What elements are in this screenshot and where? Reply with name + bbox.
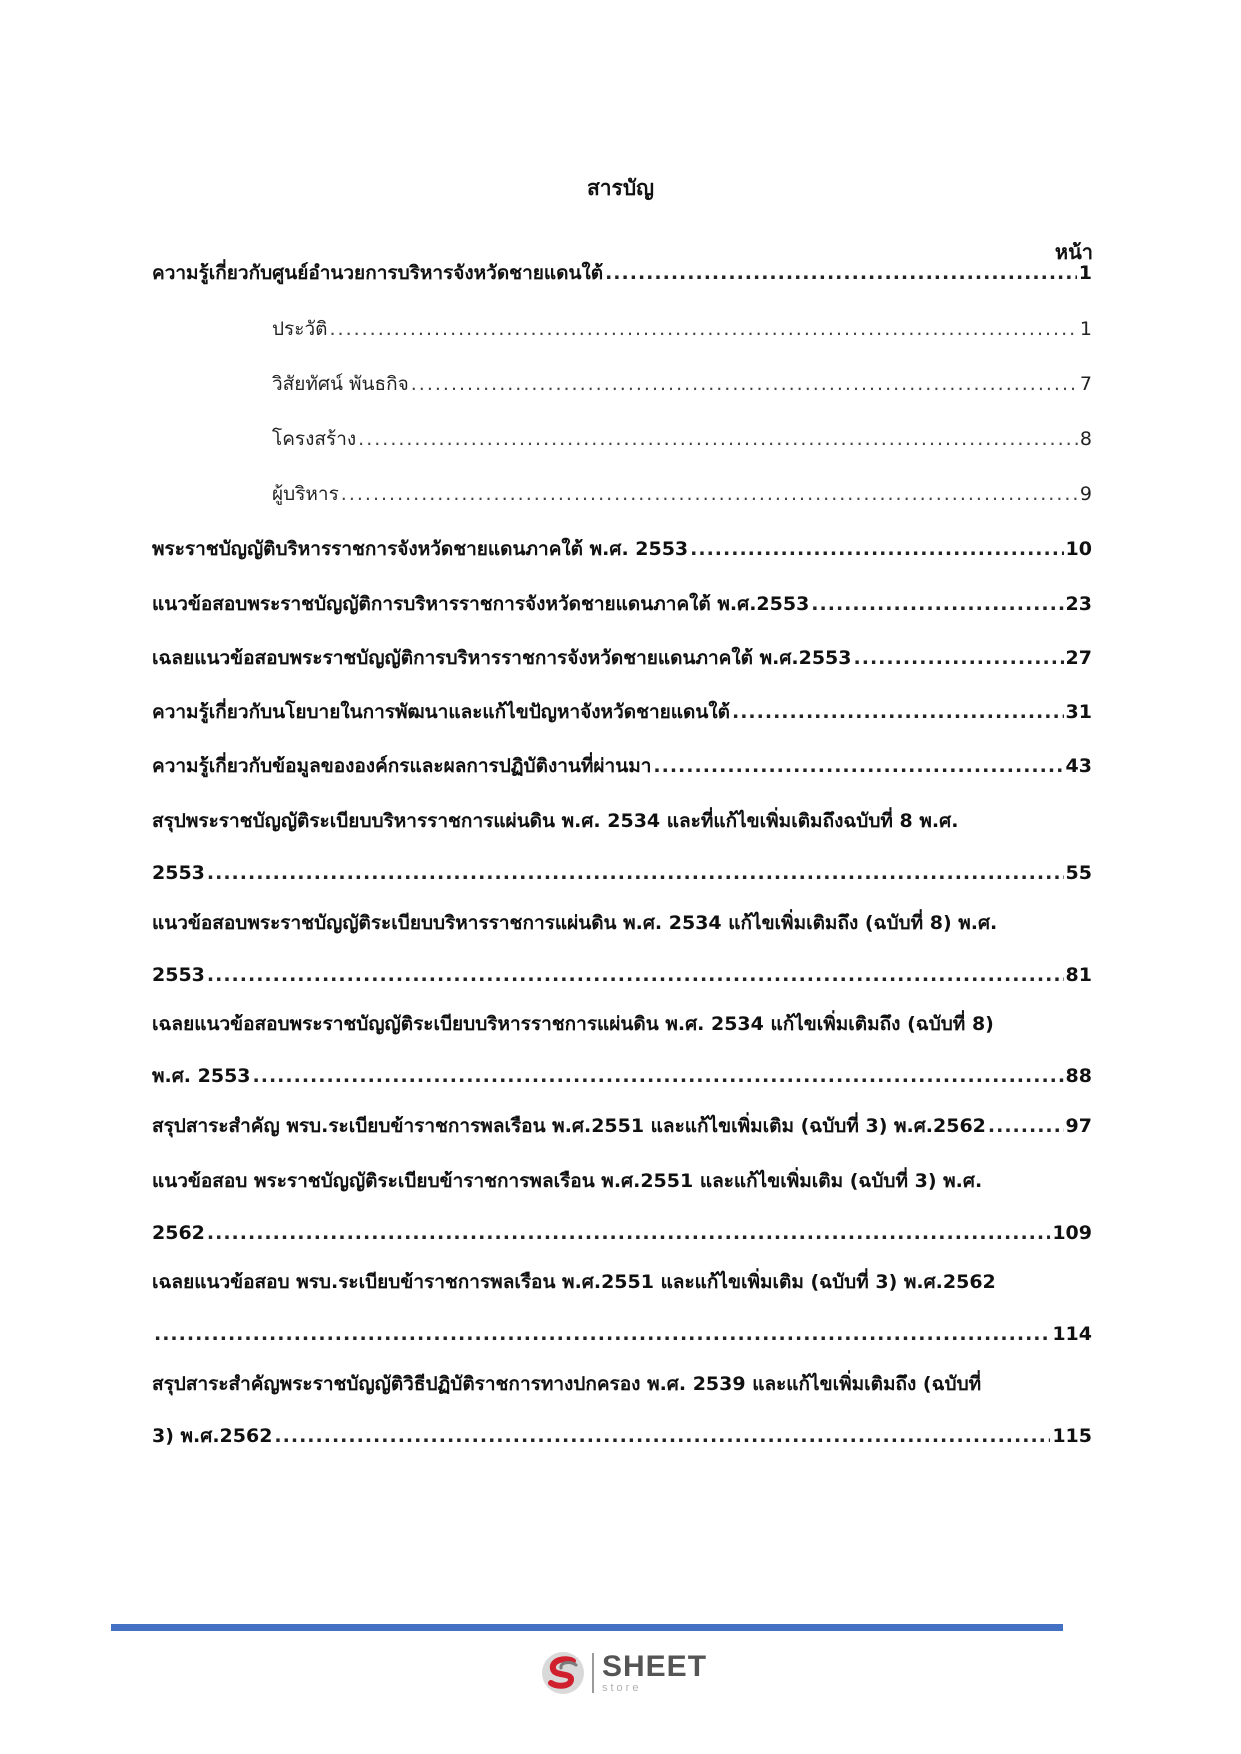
toc-entry-page: 8 xyxy=(1079,428,1092,450)
toc-entry-text: พระราชบัญญัติบริหารราชการจังหวัดชายแดนภาคใต้ พ.ศ. 2553 xyxy=(152,538,689,560)
toc-entry-text: แนวข้อสอบพระราชบัญญัติการบริหารราชการจังหวัดชายแดนภาคใต้ พ.ศ.2553 xyxy=(152,593,810,615)
toc-entry-page: 114 xyxy=(1052,1323,1092,1345)
dot-leader xyxy=(341,483,1078,505)
dot-leader xyxy=(690,538,1063,560)
toc-entry-text-line1: แนวข้อสอบ พระราชบัญญัติระเบียบข้าราชการพลเรือน พ.ศ.2551 และแก้ไขเพิ่มเติม (ฉบับที่ 3) พ.ศ. xyxy=(152,1170,983,1192)
dot-leader xyxy=(207,862,1064,884)
dot-leader xyxy=(274,1425,1050,1447)
toc-entry-text-line1: เฉลยแนวข้อสอบ พรบ.ระเบียบข้าราชการพลเรือน พ.ศ.2551 และแก้ไขเพิ่มเติม (ฉบับที่ 3) พ.ศ.2562 xyxy=(152,1271,996,1293)
toc-entry-text: สรุปสาระสำคัญ พรบ.ระเบียบข้าราชการพลเรือน พ.ศ.2551 และแก้ไขเพิ่มเติม (ฉบับที่ 3) พ.ศ.2562 xyxy=(152,1115,986,1137)
toc-entry-page: 81 xyxy=(1065,964,1092,986)
logo-separator xyxy=(592,1653,594,1693)
toc-entry-text: 2553 xyxy=(152,964,205,986)
toc-subentry[interactable] xyxy=(272,318,1092,340)
toc-entry[interactable] xyxy=(152,755,1092,777)
toc-entry[interactable] xyxy=(152,912,1092,986)
toc-subentry[interactable] xyxy=(272,483,1092,505)
dot-leader xyxy=(811,593,1063,615)
sheet-store-logo xyxy=(540,1650,707,1696)
toc-entry[interactable] xyxy=(152,701,1092,723)
toc-entry-page: 10 xyxy=(1065,538,1092,560)
toc-entry-text-line1: สรุปพระราชบัญญัติระเบียบบริหารราชการแผ่นดิน พ.ศ. 2534 และที่แก้ไขเพิ่มเติมถึงฉบับที่ 8 พ.ศ. xyxy=(152,810,959,832)
toc-entry-text: ความรู้เกี่ยวกับศูนย์อำนวยการบริหารจังหวัดชายแดนใต้ xyxy=(152,262,604,284)
toc-entry-page: 1 xyxy=(1079,318,1092,340)
dot-leader xyxy=(253,1065,1064,1087)
toc-entry-page: 97 xyxy=(1065,1115,1092,1137)
toc-entry-page: 1 xyxy=(1078,262,1092,284)
toc-entry[interactable] xyxy=(152,593,1092,615)
dot-leader xyxy=(653,755,1063,777)
toc-entry[interactable] xyxy=(152,810,1092,884)
toc-entry-page: 43 xyxy=(1065,755,1092,777)
footer-divider-bar xyxy=(111,1624,1063,1631)
toc-entry-text: 2553 xyxy=(152,862,205,884)
toc-entry-text: ความรู้เกี่ยวกับนโยบายในการพัฒนาและแก้ไขปัญหาจังหวัดชายแดนใต้ xyxy=(152,701,730,723)
dot-leader xyxy=(207,1222,1050,1244)
toc-entry-text-line1: แนวข้อสอบพระราชบัญญัติระเบียบบริหารราชการแผ่นดิน พ.ศ. 2534 แก้ไขเพิ่มเติมถึง (ฉบับที่ 8) พ.ศ. xyxy=(152,912,998,934)
logo-subtext: store xyxy=(602,1682,642,1694)
toc-entry-page: 7 xyxy=(1079,373,1092,395)
logo-wordmark: SHEET xyxy=(602,1650,708,1683)
dot-leader xyxy=(154,1323,1050,1345)
toc-subentry[interactable] xyxy=(272,428,1092,450)
toc-entry[interactable] xyxy=(152,647,1092,669)
toc-entry-page: 23 xyxy=(1065,593,1092,615)
dot-leader xyxy=(605,262,1077,284)
page-column-label: หน้า xyxy=(1054,240,1093,264)
dot-leader xyxy=(411,373,1078,395)
dot-leader xyxy=(988,1115,1064,1137)
page-title: สารบัญ xyxy=(586,176,655,200)
toc-entry[interactable] xyxy=(152,1170,1092,1244)
toc-entry-text-line1: สรุปสาระสำคัญพระราชบัญญัติวิธีปฏิบัติราชการทางปกครอง พ.ศ. 2539 และแก้ไขเพิ่มเติมถึง (ฉบับที่ xyxy=(152,1373,982,1395)
toc-entry-text: 3) พ.ศ.2562 xyxy=(152,1425,273,1447)
toc-entry-text: ความรู้เกี่ยวกับข้อมูลขององค์กรและผลการปฏิบัติงานที่ผ่านมา xyxy=(152,755,652,777)
dot-leader xyxy=(732,701,1064,723)
toc-entry-text: ผู้บริหาร xyxy=(272,483,339,505)
toc-entry-text: โครงสร้าง xyxy=(272,428,357,450)
sheet-store-logo-icon xyxy=(540,1650,586,1696)
toc-entry[interactable] xyxy=(152,1013,1092,1087)
dot-leader xyxy=(358,428,1078,450)
toc-entry-text: เฉลยแนวข้อสอบพระราชบัญญัติการบริหารราชการจังหวัดชายแดนภาคใต้ พ.ศ.2553 xyxy=(152,647,852,669)
dot-leader xyxy=(329,318,1077,340)
toc-entry-text-line1: เฉลยแนวข้อสอบพระราชบัญญัติระเบียบบริหารราชการแผ่นดิน พ.ศ. 2534 แก้ไขเพิ่มเติมถึง (ฉบับที่ 8) xyxy=(152,1013,994,1035)
toc-entry[interactable] xyxy=(152,538,1092,560)
toc-entry[interactable] xyxy=(152,1271,1092,1345)
dot-leader xyxy=(854,647,1064,669)
toc-entry-page: 88 xyxy=(1065,1065,1092,1087)
toc-entry-page: 115 xyxy=(1052,1425,1092,1447)
toc-entry[interactable] xyxy=(152,1373,1092,1447)
dot-leader xyxy=(207,964,1064,986)
toc-entry-text: ประวัติ xyxy=(272,318,328,340)
toc-entry-text: 2562 xyxy=(152,1222,205,1244)
toc-subentry[interactable] xyxy=(272,373,1092,395)
toc-entry-page: 109 xyxy=(1052,1222,1092,1244)
toc-entry-page: 9 xyxy=(1079,483,1092,505)
toc-entry[interactable] xyxy=(152,1115,1092,1137)
toc-entry[interactable] xyxy=(152,262,1092,284)
toc-entry-text: วิสัยทัศน์ พันธกิจ xyxy=(272,373,409,395)
toc-entry-page: 31 xyxy=(1065,701,1092,723)
toc-entry-text: พ.ศ. 2553 xyxy=(152,1065,251,1087)
toc-entry-page: 27 xyxy=(1065,647,1092,669)
toc-entry-page: 55 xyxy=(1065,862,1092,884)
